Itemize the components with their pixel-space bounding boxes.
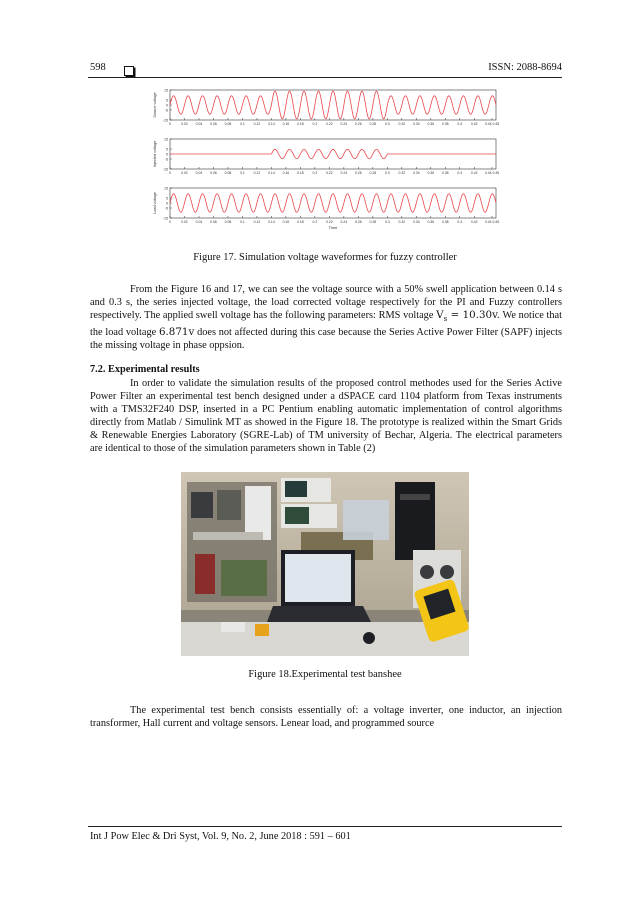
y-tick-label: -5 <box>164 108 168 113</box>
x-tick-label: 0.4 <box>457 171 463 175</box>
x-tick-label: 0.12 <box>253 122 261 126</box>
x-tick-label: 0.44 0.45 <box>484 171 500 175</box>
x-tick-label: 0.26 <box>355 122 362 126</box>
test-bench-photo-illustration <box>181 472 469 656</box>
x-tick-label: 0.36 <box>427 122 435 126</box>
rms-voltage-symbol: $V_s = 10.30v$. <box>436 309 500 324</box>
figure-17-caption: Figure 17. Simulation voltage waveformes for fuzzy controller <box>193 252 457 263</box>
y-tick-label: -15 <box>162 167 168 172</box>
x-tick-label: 0.06 <box>210 220 217 224</box>
x-tick-label: 0.3 <box>384 122 390 126</box>
x-tick-label: 0.12 <box>253 171 261 175</box>
x-tick-label: 0.18 <box>297 122 304 126</box>
x-tick-label: 0.28 <box>369 171 377 175</box>
x-tick-label: 0.4 <box>457 122 463 126</box>
y-axis-label: Injected voltage <box>153 140 157 168</box>
x-tick-label: 0.12 <box>253 220 261 224</box>
section-title: 7.2. Experimental results <box>90 364 200 375</box>
x-tick-label: 0.04 <box>195 171 203 175</box>
para1-text-b: We notice that the load voltage <box>90 310 562 339</box>
y-tick-label: -5 <box>164 206 168 211</box>
x-tick-label: 0.22 <box>326 122 333 126</box>
journal-citation-footer: Int J Pow Elec & Dri Syst, Vol. 9, No. 2, June 2018 : 591 – 601 <box>90 831 351 842</box>
x-tick-label: 0.2 <box>312 171 318 175</box>
x-tick-label: 0.3 <box>384 220 390 224</box>
x-tick-label: 0.1 <box>240 122 245 126</box>
x-tick-label: 0.32 <box>398 171 406 175</box>
x-tick-label: 0.14 <box>268 122 275 126</box>
x-tick-label: 0.14 <box>268 171 275 175</box>
x-tick-label: 0.04 <box>195 220 203 224</box>
x-tick-label: 0.16 <box>282 122 290 126</box>
x-tick-label: 0.34 <box>413 220 420 224</box>
x-tick-label: 0.32 <box>398 220 406 224</box>
x-tick-label: 0.36 <box>427 171 435 175</box>
x-tick-label: 0.32 <box>398 122 406 126</box>
y-tick-label: 15 <box>164 88 168 93</box>
y-tick-label: 0 <box>166 201 168 206</box>
x-tick-label: 0.06 <box>210 122 217 126</box>
x-tick-label: 0.22 <box>326 220 333 224</box>
x-tick-label: 0.3 <box>384 171 390 175</box>
x-tick-label: 0.4 <box>457 220 463 224</box>
x-tick-label: 0.38 <box>441 122 449 126</box>
figure-17-plot <box>150 84 502 234</box>
x-tick-label: 0.18 <box>297 220 304 224</box>
y-tick-label: 0 <box>166 152 168 157</box>
x-tick-label: 0.2 <box>312 220 318 224</box>
paragraph-swell-discussion <box>90 283 562 353</box>
x-tick-label: 0.44 0.45 <box>484 220 500 224</box>
square-bullet-icon <box>124 63 134 81</box>
x-tick-label: 0.2 <box>312 122 318 126</box>
paragraph-experimental: In order to validate the simulation results of the proposed control methodes used for the Series Active Power Filter an experimental test bench designed under a dSPACE card 1104 platform from Texas instruments with a TMS32F240 DSP, inserted in a PC Pentium enabling automatic implementation of control algorithms directly from Matlab / Simulink MT as showed in the Figure 18. The prototype is realized within the Smart Grids & Renewable Energies Laboratory (SGRE-Lab) of TM university of Bechar, Algeria. The electrical parameters are identical to those of the simulation parameters shown in Table (2) <box>90 378 562 455</box>
x-axis-label: Time <box>328 225 338 230</box>
x-tick-label: 0.08 <box>224 171 232 175</box>
plot-frame <box>170 90 496 120</box>
x-tick-label: 0.18 <box>297 171 304 175</box>
x-tick-label: 0.36 <box>427 220 435 224</box>
footer-rule <box>88 826 562 827</box>
load-voltage-value: 6.871v <box>158 326 195 339</box>
y-tick-label: -15 <box>162 216 168 221</box>
x-tick-label: 0.26 <box>355 171 362 175</box>
x-tick-label: 0.42 <box>470 122 478 126</box>
y-tick-label: 5 <box>166 98 168 103</box>
x-tick-label: 0.44 0.45 <box>484 122 500 126</box>
y-tick-label: 5 <box>166 196 168 201</box>
para1-text-a: From the Figure 16 and 17, we can see the voltage source with a 50% swell application between 0.14 s and 0.3 s, the series injected voltage, the load corrected voltage respectively for the PI and Fuzzy controllers respectively. The applied swell voltage has the following parameters: RMS voltage <box>90 284 562 322</box>
x-tick-label: 0.34 <box>413 122 420 126</box>
x-tick-label: 0.08 <box>224 220 232 224</box>
x-tick-label: 0 <box>169 171 171 175</box>
x-tick-label: 0.38 <box>441 220 449 224</box>
x-tick-label: 0.38 <box>441 171 449 175</box>
x-tick-label: 0.42 <box>470 220 478 224</box>
paragraph-test-bench: The experimental test bench consists essentially of: a voltage inverter, one inductor, an injection transformer, Hall current and voltage sensors. Lenear load, and programmed source <box>90 705 562 730</box>
x-tick-label: 0.24 <box>340 220 348 224</box>
para1-text-c: does not affected during this case because the Series Active Power Filter (SAPF) injects the missing voltage in phase oppsion. <box>90 327 562 352</box>
y-tick-label: -5 <box>164 157 168 162</box>
journal-issn: ISSN: 2088-8694 <box>488 62 562 73</box>
y-tick-label: 5 <box>166 147 168 152</box>
x-tick-label: 0.02 <box>181 171 188 175</box>
x-tick-label: 0.28 <box>369 220 377 224</box>
y-axis-label: Load voltage <box>153 192 157 214</box>
x-tick-label: 0.22 <box>326 171 333 175</box>
y-tick-label: 0 <box>166 103 168 108</box>
y-axis-label: Source voltage <box>153 92 157 118</box>
y-tick-label: -15 <box>162 118 168 123</box>
header-rule <box>88 77 562 78</box>
x-tick-label: 0.34 <box>413 171 420 175</box>
plot-frame <box>170 188 496 218</box>
page-number: 598 <box>90 62 106 73</box>
x-tick-label: 0.42 <box>470 171 478 175</box>
x-tick-label: 0.24 <box>340 171 348 175</box>
x-tick-label: 0.28 <box>369 122 377 126</box>
x-tick-label: 0.26 <box>355 220 362 224</box>
figure-18-photo <box>181 472 469 656</box>
x-tick-label: 0.16 <box>282 171 290 175</box>
x-tick-label: 0.1 <box>240 171 245 175</box>
x-tick-label: 0.1 <box>240 220 245 224</box>
x-tick-label: 0.16 <box>282 220 290 224</box>
x-tick-label: 0.24 <box>340 122 348 126</box>
y-tick-label: 15 <box>164 186 168 191</box>
figure-18-caption: Figure 18.Experimental test banshee <box>248 669 402 680</box>
x-tick-label: 0.02 <box>181 220 188 224</box>
x-tick-label: 0.06 <box>210 171 217 175</box>
x-tick-label: 0.14 <box>268 220 275 224</box>
y-tick-label: 15 <box>164 137 168 142</box>
x-tick-label: 0 <box>169 122 171 126</box>
x-tick-label: 0.04 <box>195 122 203 126</box>
x-tick-label: 0 <box>169 220 171 224</box>
x-tick-label: 0.08 <box>224 122 232 126</box>
x-tick-label: 0.02 <box>181 122 188 126</box>
